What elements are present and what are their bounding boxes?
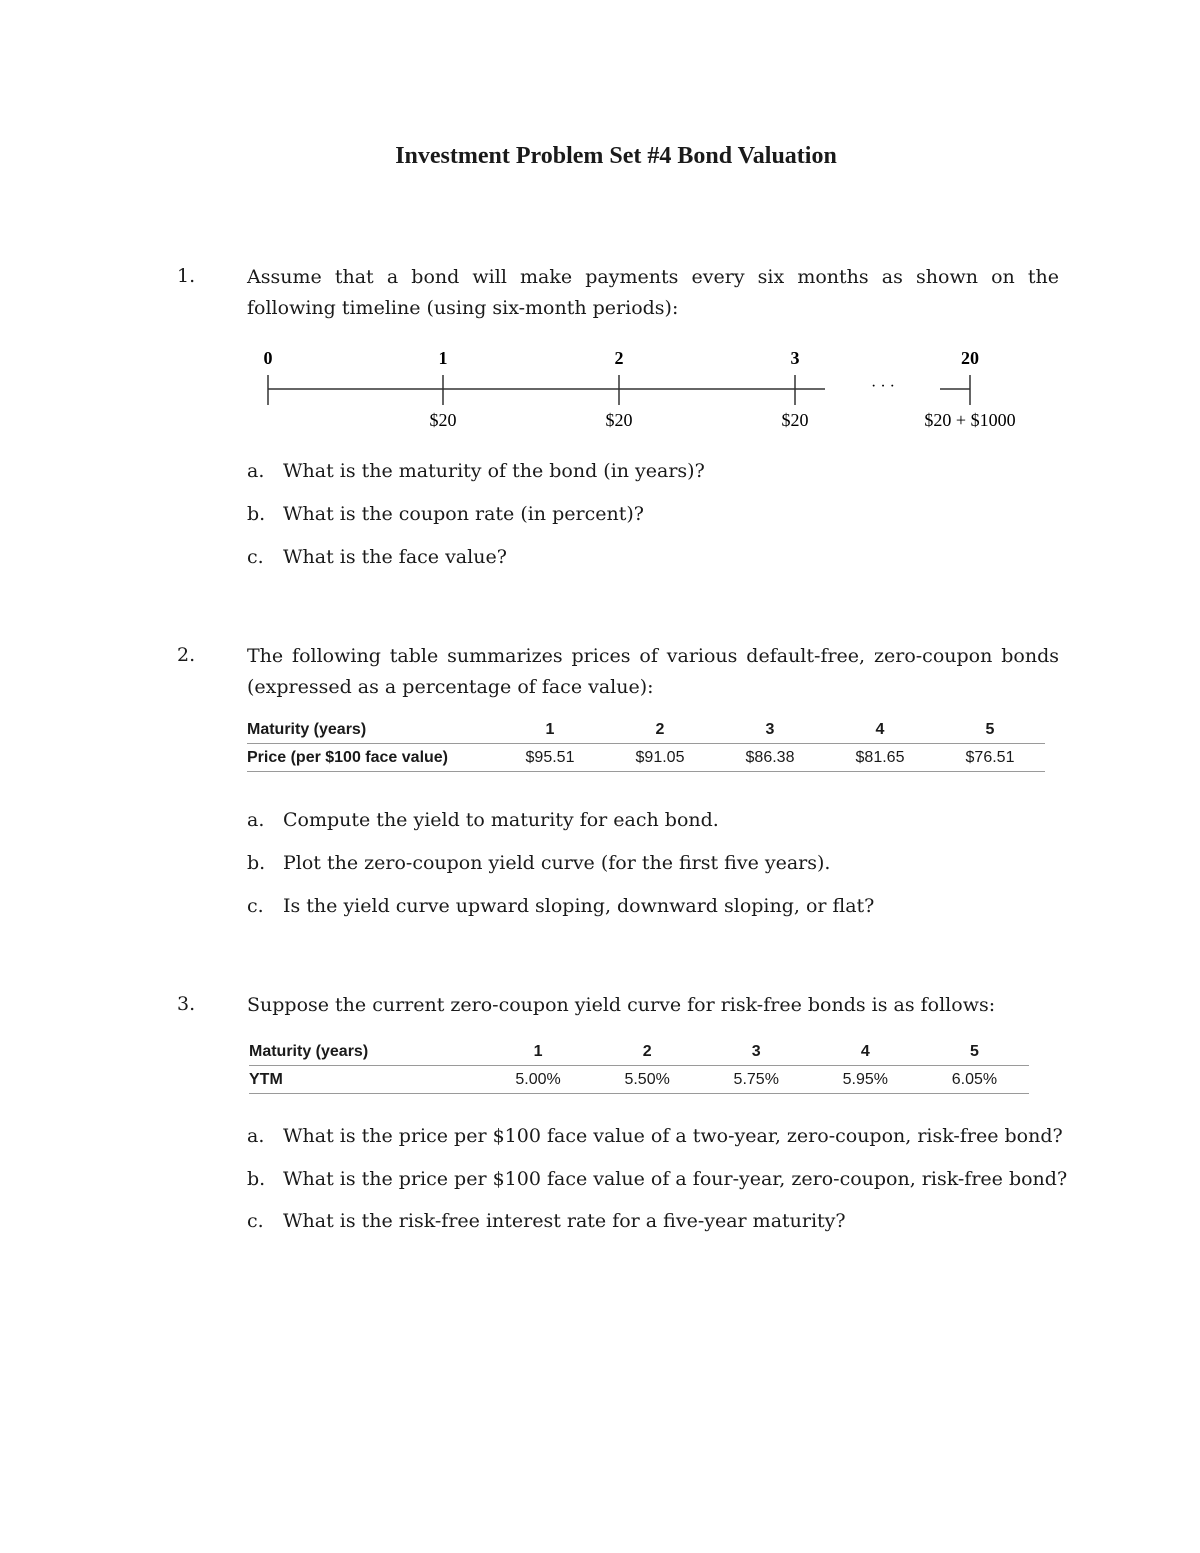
question-3a-text: What is the price per $100 face value of a two-year, zero-coupon, risk-free bond? [283, 1125, 1063, 1147]
question-3b-text: What is the price per $100 face value of a four-year, zero-coupon, risk-free bond? [283, 1168, 1068, 1190]
table-header-cell: 4 [811, 1038, 920, 1066]
table-header-row [249, 1038, 1029, 1066]
payment-label-2: $20 [605, 410, 633, 430]
question-3a [247, 1125, 1063, 1147]
question-3c-text: What is the risk-free interest rate for a five-year maturity? [283, 1210, 846, 1232]
payment-label-20: $20 + $1000 [924, 410, 1016, 430]
cash-flow-timeline [250, 345, 1050, 440]
table-row [247, 744, 1045, 772]
table-cell: 6.05% [920, 1066, 1029, 1094]
table-header-row [247, 716, 1045, 744]
question-3b [247, 1168, 1067, 1190]
question-3a-letter: a. [247, 1125, 265, 1147]
period-label-1: 1 [438, 348, 448, 368]
question-3-number: 3. [177, 993, 196, 1015]
table-header-cell: 5 [920, 1038, 1029, 1066]
table-cell: 5.00% [484, 1066, 593, 1094]
table-header-cell: 5 [935, 716, 1045, 744]
table-header-label: Maturity (years) [249, 1038, 484, 1066]
table-header-cell: 4 [825, 716, 935, 744]
payment-label-3: $20 [781, 410, 809, 430]
question-2c [247, 895, 874, 917]
timeline-ellipsis: · · · [871, 378, 895, 395]
question-2c-letter: c. [247, 895, 264, 917]
question-2-text: The following table summarizes prices of various default-free, zero-coupon bonds (expressed as a percentage of face value): [247, 645, 1059, 698]
table-header-label: Maturity (years) [247, 716, 495, 744]
zero-coupon-price-table [247, 716, 1045, 772]
question-2c-text: Is the yield curve upward sloping, downward sloping, or flat? [283, 895, 875, 917]
question-1-text: Assume that a bond will make payments every six months as shown on the following timeline (using six-month periods): [247, 266, 1059, 319]
question-3b-letter: b. [247, 1168, 266, 1190]
question-3-text: Suppose the current zero-coupon yield curve for risk-free bonds is as follows: [247, 994, 996, 1016]
period-label-3: 3 [790, 348, 800, 368]
table-cell: 5.75% [702, 1066, 811, 1094]
question-1a-text: What is the maturity of the bond (in years)? [283, 460, 705, 482]
table-cell: $95.51 [495, 744, 605, 772]
question-3c-letter: c. [247, 1210, 264, 1232]
table-header-cell: 3 [702, 1038, 811, 1066]
question-1b [247, 503, 644, 525]
table-row-label: Price (per $100 face value) [247, 744, 495, 772]
question-1b-text: What is the coupon rate (in percent)? [283, 503, 644, 525]
question-2a-text: Compute the yield to maturity for each bond. [283, 809, 719, 831]
table-row-label: YTM [249, 1066, 484, 1094]
table-cell: 5.50% [593, 1066, 702, 1094]
question-1a-letter: a. [247, 460, 265, 482]
page-title: Investment Problem Set #4 Bond Valuation [395, 143, 837, 169]
question-1c-letter: c. [247, 546, 264, 568]
table-header-cell: 2 [593, 1038, 702, 1066]
payment-label-1: $20 [429, 410, 457, 430]
question-2b-letter: b. [247, 852, 266, 874]
question-2-number: 2. [177, 644, 196, 666]
table-header-cell: 1 [495, 716, 605, 744]
table-header-cell: 1 [484, 1038, 593, 1066]
table-header-cell: 2 [605, 716, 715, 744]
question-3c [247, 1210, 846, 1232]
table-cell: $76.51 [935, 744, 1045, 772]
period-label-2: 2 [614, 348, 624, 368]
question-1b-letter: b. [247, 503, 266, 525]
question-1-number: 1. [177, 265, 196, 287]
table-row [249, 1066, 1029, 1094]
table-cell: $86.38 [715, 744, 825, 772]
question-2b-text: Plot the zero-coupon yield curve (for the first five years). [283, 852, 831, 874]
question-2b [247, 852, 830, 874]
question-2a-letter: a. [247, 809, 265, 831]
question-2a [247, 809, 719, 831]
question-1a [247, 460, 705, 482]
yield-curve-table [249, 1038, 1029, 1094]
question-1c [247, 546, 507, 568]
table-cell: 5.95% [811, 1066, 920, 1094]
period-label-0: 0 [263, 348, 273, 368]
question-1c-text: What is the face value? [283, 546, 507, 568]
period-label-20: 20 [961, 348, 979, 368]
table-cell: $91.05 [605, 744, 715, 772]
table-header-cell: 3 [715, 716, 825, 744]
table-cell: $81.65 [825, 744, 935, 772]
